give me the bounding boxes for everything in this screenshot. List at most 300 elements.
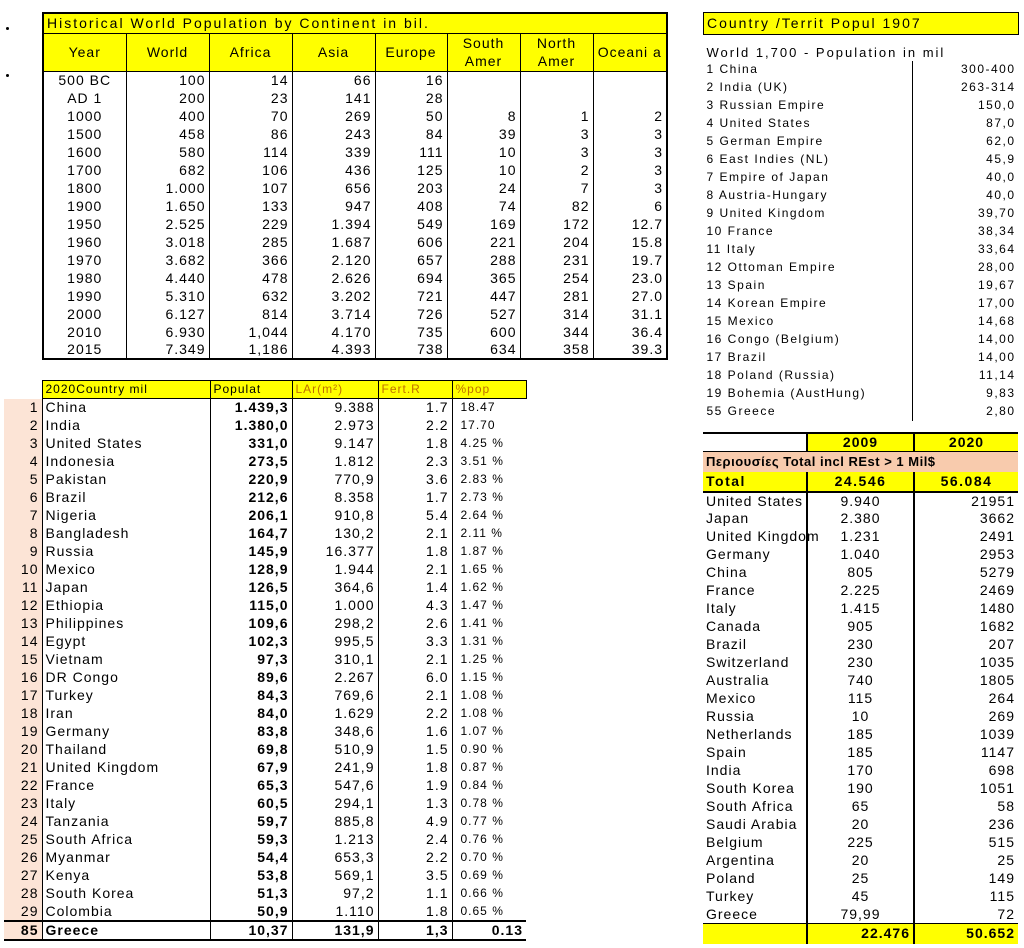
historical-cell: 28 [375,89,447,107]
population-cell: 164,7 [210,525,292,543]
population-1907-value: 150,0 [913,97,1019,115]
country-name: France [45,777,96,793]
wealth-country: South Korea [706,780,795,796]
percent-pop-cell: 0.87 % [452,759,526,777]
historical-cell: 632 [209,287,292,305]
wealth-2009: 25 [807,870,914,888]
population-1907-value: 40,0 [913,187,1019,205]
historical-cell: 694 [375,269,447,287]
land-area-cell: 97,2 [292,885,378,903]
country-name: Colombia [45,902,113,919]
country-1907-name: 5 German Empire [706,134,824,148]
percent-pop-cell: 4.25 % [452,435,526,453]
historical-cell: 4.393 [292,341,375,359]
fertility-cell: 1,3 [378,921,452,940]
historical-cell: 3 [593,179,667,197]
historical-cell: 133 [209,197,292,215]
wealth-country: Argentina [706,852,775,868]
percent-pop-cell: 3.51 % [452,453,526,471]
row-index: 9 [4,543,42,561]
historical-cell: 70 [209,107,292,125]
country-name: Russia [45,543,95,559]
row-index: 16 [4,669,42,687]
wealth-2009: 1.040 [807,546,914,564]
year-2020-label: 2020 [914,433,1018,452]
historical-cell: 408 [375,197,447,215]
fertility-cell: 1.8 [378,759,452,777]
row-index: 26 [4,849,42,867]
historical-cell [593,71,667,89]
historical-cell [593,89,667,107]
historical-cell: 243 [292,125,375,143]
historical-cell: 254 [520,269,593,287]
population-cell: 145,9 [210,543,292,561]
country-name: Germany [45,723,111,739]
land-area-cell: 8.358 [292,489,378,507]
historical-cell: 107 [209,179,292,197]
wealth-2009: 45 [807,888,914,906]
population-cell: 84,0 [210,705,292,723]
historical-cell [447,71,520,89]
country-name: Kenya [45,867,91,883]
historical-cell: 7 [520,179,593,197]
wealth-2020: 1480 [914,600,1018,618]
wealth-country: Netherlands [706,726,793,742]
land-area-cell: 294,1 [292,795,378,813]
table-row [704,205,1019,223]
historical-cell: 1.000 [126,179,209,197]
percent-pop-cell: 0.70 % [452,849,526,867]
table-row [703,690,1018,708]
country-name: Vietnam [45,651,104,667]
table-row [703,600,1018,618]
wealth-2009: 115 [807,690,914,708]
historical-cell: 100 [126,71,209,89]
historical-cell [520,89,593,107]
historical-cell: 3 [593,161,667,179]
population-1907-value: 33,64 [913,241,1019,259]
table-row [703,762,1018,780]
wealth-2009: 10 [807,708,914,726]
table-row [4,633,526,651]
table-row [4,543,526,561]
country-name: Mexico [45,561,96,577]
historical-cell: 1,186 [209,341,292,359]
land-area-cell: 2.973 [292,417,378,435]
historical-cell: 269 [292,107,375,125]
fertility-cell: 5.4 [378,507,452,525]
historical-cell: 111 [375,143,447,161]
historical-cell: 14 [209,71,292,89]
historical-cell: 50 [375,107,447,125]
wealth-country: Belgium [706,834,764,850]
country-1907-name: 6 East Indies (NL) [706,152,830,166]
country-name: China [45,399,88,416]
row-index: 1 [4,399,42,417]
wealth-country: Russia [706,708,755,724]
blank-cell [703,433,807,452]
table-row [704,151,1019,169]
wealth-2020: 5279 [914,564,1018,582]
historical-cell: 231 [520,251,593,269]
population-cell: 83,8 [210,723,292,741]
table-row [43,341,667,359]
stray-dot [6,27,9,30]
historical-cell: 19.7 [593,251,667,269]
wealth-country: Japan [706,510,750,526]
table-row [4,669,526,687]
wealth-country: United States [706,492,804,509]
land-area-cell: 130,2 [292,525,378,543]
wealth-2009: 79,99 [807,906,914,924]
wealth-country: India [706,762,742,778]
land-area-cell: 770,9 [292,471,378,489]
row-index: 18 [4,705,42,723]
percent-pop-cell: 2.64 % [452,507,526,525]
country-name: Iran [45,705,74,721]
table-row [704,367,1019,385]
population-cell: 1.380,0 [210,417,292,435]
table-row [4,579,526,597]
historical-cell: 86 [209,125,292,143]
land-area-cell: 241,9 [292,759,378,777]
historical-cell: 1,044 [209,323,292,341]
land-area-cell: 1.944 [292,561,378,579]
historical-cell: 721 [375,287,447,305]
population-cell: 115,0 [210,597,292,615]
fertility-cell: 2.3 [378,453,452,471]
historical-cell: 31.1 [593,305,667,323]
land-area-cell: 1.000 [292,597,378,615]
table-row [704,295,1019,313]
table-row [703,672,1018,690]
row-index: 17 [4,687,42,705]
table-row [703,510,1018,528]
percent-pop-cell: 0.65 % [452,903,526,921]
wealth-country: Poland [706,870,756,886]
historical-cell: 221 [447,233,520,251]
country-1907-name: 9 United Kingdom [706,206,826,220]
table-row [704,61,1019,79]
table-row [703,708,1018,726]
historical-cell: 10 [447,143,520,161]
country-1907-name: 15 Mexico [706,314,775,328]
countries-header-cell: 2020Country mil [42,381,210,399]
table-row [43,287,667,305]
table-row [704,241,1019,259]
historical-cell: 203 [375,179,447,197]
table-row [704,115,1019,133]
historical-cell: 3 [593,143,667,161]
table-row [43,323,667,341]
country-name: Brazil [45,489,87,505]
fertility-cell: 1.7 [378,399,452,417]
row-index: 2 [4,417,42,435]
total-label: Total [703,472,807,492]
table-row [4,525,526,543]
row-index: 15 [4,651,42,669]
historical-cell: 1700 [67,161,103,178]
wealth-country: Saudi Arabia [706,816,798,832]
table-row [4,813,526,831]
wealth-2009: 230 [807,636,914,654]
wealth-country: Greece [706,905,758,922]
population-cell: 220,9 [210,471,292,489]
countries-2020-table [4,380,527,941]
historical-cell: 125 [375,161,447,179]
wealth-years-row [703,433,1018,452]
wealth-2020: 515 [914,834,1018,852]
wealth-country: United Kingdom [706,528,820,544]
historical-cell [447,89,520,107]
percent-pop-cell: 0.69 % [452,867,526,885]
percent-pop-cell: 1.47 % [452,597,526,615]
population-cell: 65,3 [210,777,292,795]
country-1907-name: 18 Poland (Russia) [706,368,836,382]
land-area-cell: 9.147 [292,435,378,453]
fertility-cell: 2.1 [378,525,452,543]
wealth-2020: 236 [914,816,1018,834]
country-1907-name: 1 China [706,62,759,76]
wealth-2009: 805 [807,564,914,582]
population-cell: 59,7 [210,813,292,831]
population-1907-value: 14,00 [913,331,1019,349]
population-1907-value: 14,68 [913,313,1019,331]
historical-cell: 344 [520,323,593,341]
historical-cell: 3.202 [292,287,375,305]
wealth-country: Italy [706,600,737,616]
land-area-cell: 131,9 [292,921,378,940]
population-1907-value: 11,14 [913,367,1019,385]
historical-cell: 2000 [67,305,103,322]
country-name: Myanmar [45,849,111,865]
wealth-2020: 269 [914,708,1018,726]
fertility-cell: 3.5 [378,867,452,885]
historical-cell: 16 [375,71,447,89]
historical-header-cell: North Amer [520,33,593,71]
historical-cell: 7.349 [126,341,209,359]
fertility-cell: 6.0 [378,669,452,687]
country-name: Indonesia [45,453,116,469]
wealth-2020: 1051 [914,780,1018,798]
historical-cell: 1950 [67,215,103,232]
wealth-country: Brazil [706,636,748,652]
fertility-cell: 2.1 [378,687,452,705]
historical-header-cell: Oceani a [593,33,667,71]
table-row [4,849,526,867]
row-index: 27 [4,867,42,885]
wealth-2009: 185 [807,744,914,762]
wealth-2020: 264 [914,690,1018,708]
historical-cell: 200 [126,89,209,107]
historical-header-cell: South Amer [447,33,520,71]
table-row [704,223,1019,241]
wealth-2020: 1035 [914,654,1018,672]
table-row [43,125,667,143]
percent-pop-cell: 18.47 [452,399,526,417]
population-1907-value: 19,67 [913,277,1019,295]
land-area-cell: 885,8 [292,813,378,831]
historical-cell: 2010 [67,323,103,340]
wealth-country: Australia [706,672,770,688]
table-row [43,251,667,269]
row-index: 7 [4,507,42,525]
fertility-cell: 3.6 [378,471,452,489]
country-1907-name: 12 Ottoman Empire [706,260,837,274]
wealth-2009: 2.225 [807,582,914,600]
historical-cell: 682 [126,161,209,179]
country-1907-name: 13 Spain [706,278,766,292]
percent-pop-cell: 1.87 % [452,543,526,561]
row-index: 5 [4,471,42,489]
table-row [4,723,526,741]
country-name: Japan [45,579,89,595]
fertility-cell: 1.7 [378,489,452,507]
historical-population-table [42,12,668,360]
table-row [703,726,1018,744]
row-index: 21 [4,759,42,777]
historical-cell: 1.394 [292,215,375,233]
table-row [704,187,1019,205]
historical-cell: 478 [209,269,292,287]
wealth-table [703,432,1018,944]
population-cell: 89,6 [210,669,292,687]
table-row [4,597,526,615]
historical-header-cell: Europe [375,33,447,71]
wealth-2020: 1147 [914,744,1018,762]
table-row [704,259,1019,277]
footer-blank [703,924,807,944]
historical-cell: 549 [375,215,447,233]
year-2009-label: 2009 [807,433,914,452]
population-1907-title: Country /Territ Popul 1907 [704,13,1019,35]
historical-cell: AD 1 [67,89,103,106]
fertility-cell: 2.6 [378,615,452,633]
historical-cell: 288 [447,251,520,269]
table-row [4,507,526,525]
table-row [704,403,1019,421]
historical-cell: 172 [520,215,593,233]
historical-cell: 1600 [67,143,103,160]
table-row [703,618,1018,636]
table-row [4,471,526,489]
row-index: 4 [4,453,42,471]
population-cell: 59,3 [210,831,292,849]
row-index: 6 [4,489,42,507]
historical-cell: 365 [447,269,520,287]
population-cell: 60,5 [210,795,292,813]
wealth-2009: 20 [807,816,914,834]
historical-cell: 39.3 [593,341,667,359]
fertility-cell: 1.1 [378,885,452,903]
fertility-cell: 1.4 [378,579,452,597]
percent-pop-cell: 1.08 % [452,705,526,723]
land-area-cell: 569,1 [292,867,378,885]
wealth-country: Mexico [706,690,757,706]
table-row [4,651,526,669]
historical-cell: 285 [209,233,292,251]
country-name: Philippines [45,615,125,631]
population-1907-value: 263-314 [913,79,1019,97]
historical-cell: 447 [447,287,520,305]
table-row [4,453,526,471]
population-1907-subtitle: World 1,700 - Population in mil [706,44,946,60]
population-cell: 206,1 [210,507,292,525]
wealth-2020: 698 [914,762,1018,780]
wealth-2020: 1805 [914,672,1018,690]
population-1907-value: 14,00 [913,349,1019,367]
fertility-cell: 2.2 [378,849,452,867]
population-1907-value: 40,0 [913,169,1019,187]
table-row [704,277,1019,295]
table-row [43,71,667,89]
wealth-2020: 58 [914,798,1018,816]
historical-cell: 339 [292,143,375,161]
historical-table-title: Historical World Population by Continent in bil. [43,13,667,33]
historical-cell: 4.170 [292,323,375,341]
table-row [704,331,1019,349]
historical-cell [520,71,593,89]
historical-cell: 814 [209,305,292,323]
table-row [4,885,526,903]
fertility-cell: 2.1 [378,651,452,669]
wealth-2020: 1682 [914,618,1018,636]
historical-cell: 947 [292,197,375,215]
historical-cell: 114 [209,143,292,161]
historical-cell: 1000 [67,107,103,124]
fertility-cell: 1.5 [378,741,452,759]
percent-pop-cell: 1.25 % [452,651,526,669]
table-row [4,777,526,795]
country-name: South Africa [45,831,133,847]
wealth-country: China [706,564,748,580]
row-index: 14 [4,633,42,651]
row-index: 22 [4,777,42,795]
population-cell: 128,9 [210,561,292,579]
wealth-2020: 1039 [914,726,1018,744]
historical-cell: 39 [447,125,520,143]
row-index: 28 [4,885,42,903]
country-name: Pakistan [45,471,108,487]
historical-header-cell: World [126,33,209,71]
historical-cell: 1970 [67,251,103,268]
country-name: Greece [42,921,210,940]
row-index: 10 [4,561,42,579]
table-row [703,834,1018,852]
historical-cell: 3 [520,125,593,143]
wealth-2009: 230 [807,654,914,672]
population-1907-value: 39,70 [913,205,1019,223]
historical-cell: 656 [292,179,375,197]
historical-cell: 634 [447,341,520,359]
population-cell: 102,3 [210,633,292,651]
land-area-cell: 364,6 [292,579,378,597]
historical-cell: 169 [447,215,520,233]
wealth-2020: 115 [914,888,1018,906]
row-index: 12 [4,597,42,615]
historical-cell: 2.525 [126,215,209,233]
historical-cell: 1960 [67,233,103,250]
table-row [703,870,1018,888]
population-1907-value: 9,83 [913,385,1019,403]
historical-cell: 527 [447,305,520,323]
historical-cell: 2 [593,107,667,125]
population-cell: 331,0 [210,435,292,453]
row-index: 23 [4,795,42,813]
fertility-cell: 2.1 [378,561,452,579]
country-1907-name: 2 India (UK) [706,80,789,94]
countries-footer-row [4,921,526,940]
